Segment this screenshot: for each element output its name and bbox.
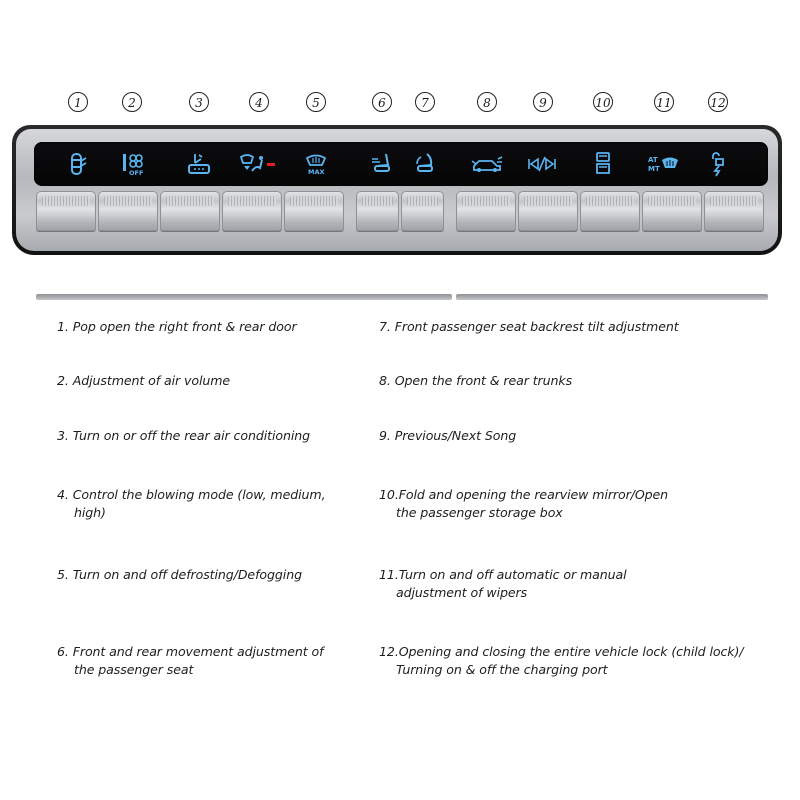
description-line: 9. Previous/Next Song — [379, 428, 517, 443]
description-line: 8. Open the front & rear trunks — [379, 373, 573, 388]
description-item — [57, 643, 323, 679]
description-item — [379, 566, 627, 602]
button-group-1 — [36, 191, 368, 233]
rear-ac-icon — [179, 142, 219, 186]
blow-mode-icon — [239, 142, 279, 186]
description-line: 11.Turn on and off automatic or manual — [379, 567, 627, 582]
mirror-fold-icon — [583, 142, 623, 186]
callout-4: 4 — [249, 92, 269, 112]
description-line: Turning on & off the charging port — [396, 662, 608, 677]
description-item — [57, 427, 310, 445]
callout-10: 10 — [593, 92, 613, 112]
description-item — [379, 427, 516, 445]
backlit-icon-strip — [34, 142, 768, 186]
description-line: 6. Front and rear movement adjustment of — [57, 644, 324, 659]
switch-button-10[interactable] — [580, 191, 640, 231]
callout-3: 3 — [189, 92, 209, 112]
description-line: 4. Control the blowing mode (low, medium, — [57, 487, 326, 502]
switch-button-1[interactable] — [36, 191, 96, 231]
description-line: high) — [74, 505, 106, 520]
switch-button-2[interactable] — [98, 191, 158, 231]
callout-1: 1 — [68, 92, 88, 112]
lock-charge-icon — [698, 142, 738, 186]
description-item — [57, 318, 297, 336]
description-line: the passenger storage box — [396, 505, 563, 520]
callout-9: 9 — [533, 92, 553, 112]
defrost-max-icon — [296, 142, 336, 186]
button-group-2 — [356, 191, 452, 233]
door-open-icon — [58, 142, 98, 186]
svg-text:MT: MT — [648, 165, 660, 173]
description-line: 12.Opening and closing the entire vehicle lock (child lock)/ — [379, 644, 744, 659]
callout-7: 7 — [415, 92, 435, 112]
seat-recline-icon — [405, 142, 445, 186]
description-item — [379, 486, 668, 522]
fan-off-icon — [114, 142, 154, 186]
wiper-auto-icon — [644, 142, 684, 186]
switch-button-11[interactable] — [642, 191, 702, 231]
svg-text:MAX: MAX — [308, 168, 325, 176]
button-sill — [36, 294, 368, 300]
description-line: 1. Pop open the right front & rear door — [57, 319, 297, 334]
callout-11: 11 — [654, 92, 674, 112]
callout-2: 2 — [122, 92, 142, 112]
description-item — [57, 566, 302, 584]
button-sill — [356, 294, 452, 300]
description-item — [379, 372, 572, 390]
button-group-3 — [456, 191, 768, 233]
seat-slide-icon — [362, 142, 402, 186]
switch-button-5[interactable] — [284, 191, 344, 231]
panel-bezel — [16, 129, 778, 251]
callout-5: 5 — [306, 92, 326, 112]
switch-button-8[interactable] — [456, 191, 516, 231]
button-sill — [456, 294, 768, 300]
description-item — [57, 486, 325, 522]
description-item — [379, 318, 679, 336]
switch-button-6[interactable] — [356, 191, 399, 231]
description-line: adjustment of wipers — [396, 585, 528, 600]
description-item — [57, 372, 230, 390]
switch-button-12[interactable] — [704, 191, 764, 231]
description-line: 5. Turn on and off defrosting/Defogging — [57, 567, 302, 582]
switch-button-3[interactable] — [160, 191, 220, 231]
description-line: 10.Fold and opening the rearview mirror/Open — [379, 487, 669, 502]
description-item — [379, 643, 743, 679]
switch-button-9[interactable] — [518, 191, 578, 231]
description-line: the passenger seat — [74, 662, 194, 677]
svg-text:AT: AT — [648, 156, 658, 164]
trunk-icon — [467, 142, 507, 186]
switch-button-4[interactable] — [222, 191, 282, 231]
switch-button-7[interactable] — [401, 191, 444, 231]
callout-8: 8 — [477, 92, 497, 112]
switch-panel — [12, 125, 782, 255]
description-line: 7. Front passenger seat backrest tilt adjustment — [379, 319, 679, 334]
description-line: 3. Turn on or off the rear air conditioning — [57, 428, 311, 443]
description-line: 2. Adjustment of air volume — [57, 373, 231, 388]
callout-6: 6 — [372, 92, 392, 112]
callout-12: 12 — [708, 92, 728, 112]
prev-next-icon — [523, 142, 563, 186]
svg-text:OFF: OFF — [129, 169, 144, 177]
